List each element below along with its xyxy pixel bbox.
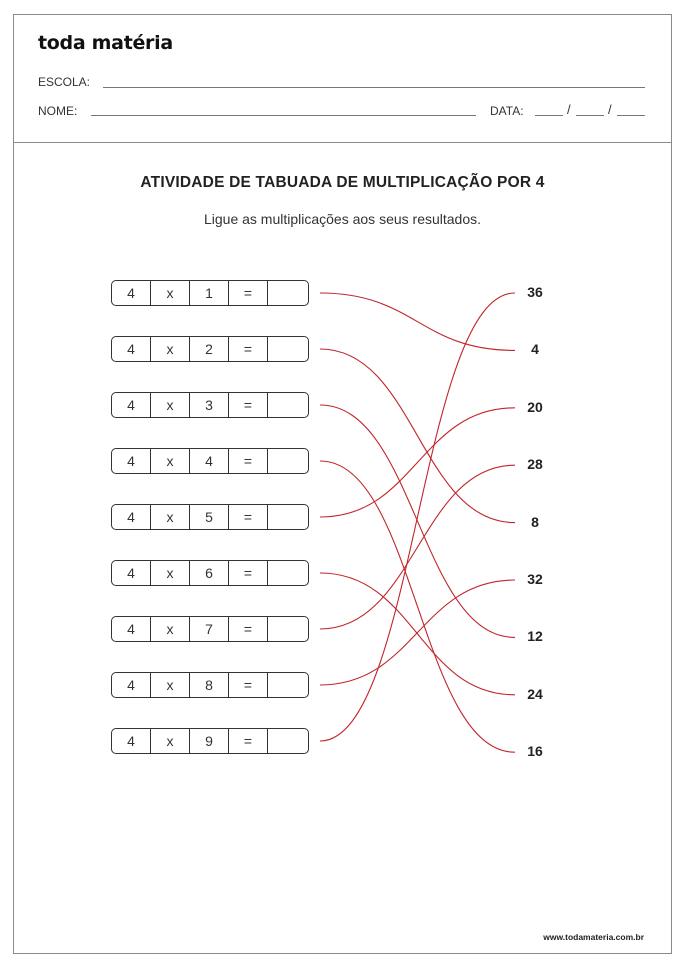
equation-row	[111, 672, 309, 698]
name-label: NOME:	[38, 104, 78, 118]
connection-line	[320, 461, 515, 752]
factor-b-cell: 3	[190, 393, 229, 417]
equals-cell: =	[229, 617, 268, 641]
answer-box[interactable]	[268, 617, 308, 641]
operator-cell: x	[151, 449, 190, 473]
answer-box[interactable]	[268, 393, 308, 417]
answer-box[interactable]	[268, 561, 308, 585]
answer-box[interactable]	[268, 505, 308, 529]
operator-cell: x	[151, 337, 190, 361]
equation-row	[111, 336, 309, 362]
factor-b-cell: 9	[190, 729, 229, 753]
result-value[interactable]: 4	[531, 341, 539, 358]
school-label: ESCOLA:	[38, 75, 91, 89]
factor-b-cell: 7	[190, 617, 229, 641]
answer-box[interactable]	[268, 281, 308, 305]
answer-box[interactable]	[268, 673, 308, 697]
factor-a-cell: 4	[112, 337, 151, 361]
brand-logo: toda matéria	[38, 32, 173, 54]
equals-cell: =	[229, 561, 268, 585]
result-value[interactable]: 36	[527, 284, 543, 300]
factor-b-cell: 4	[190, 449, 229, 473]
result-value[interactable]: 16	[527, 743, 543, 760]
result-value[interactable]: 20	[527, 398, 543, 415]
date-separator-1: /	[567, 102, 571, 117]
equals-cell: =	[229, 393, 268, 417]
equals-cell: =	[229, 505, 268, 529]
connection-line	[320, 573, 515, 695]
result-value[interactable]: 28	[527, 456, 543, 473]
result-value[interactable]: 24	[527, 685, 543, 702]
factor-b-cell: 6	[190, 561, 229, 585]
date-separator-2: /	[608, 102, 612, 117]
result-value[interactable]: 32	[527, 571, 543, 587]
equation-row	[111, 392, 309, 418]
operator-cell: x	[151, 617, 190, 641]
equals-cell: =	[229, 673, 268, 697]
factor-a-cell: 4	[112, 281, 151, 305]
factor-a-cell: 4	[112, 561, 151, 585]
operator-cell: x	[151, 673, 190, 697]
date-label: DATA:	[490, 104, 524, 118]
worksheet-instructions: Ligue as multiplicações aos seus resultados.	[203, 211, 482, 227]
operator-cell: x	[151, 393, 190, 417]
operator-cell: x	[151, 505, 190, 529]
connection-line	[320, 293, 515, 350]
connection-line	[320, 293, 515, 741]
website-footer: www.todamateria.com.br	[543, 932, 644, 942]
equals-cell: =	[229, 729, 268, 753]
result-value[interactable]: 12	[527, 628, 543, 645]
factor-a-cell: 4	[112, 449, 151, 473]
factor-a-cell: 4	[112, 617, 151, 641]
worksheet-title: ATIVIDADE DE TABUADA DE MULTIPLICAÇÃO POR 4	[140, 174, 545, 191]
operator-cell: x	[151, 561, 190, 585]
result-value[interactable]: 8	[531, 513, 539, 530]
equation-row	[111, 560, 309, 586]
connection-line	[320, 465, 515, 629]
equals-cell: =	[229, 337, 268, 361]
equation-row	[111, 280, 309, 306]
factor-b-cell: 5	[190, 505, 229, 529]
factor-b-cell: 8	[190, 673, 229, 697]
answer-box[interactable]	[268, 449, 308, 473]
factor-b-cell: 2	[190, 337, 229, 361]
connection-line	[320, 408, 515, 517]
answer-box[interactable]	[268, 337, 308, 361]
factor-b-cell: 1	[190, 281, 229, 305]
equation-row	[111, 728, 309, 754]
connection-line	[320, 349, 515, 523]
equation-row	[111, 616, 309, 642]
factor-a-cell: 4	[112, 673, 151, 697]
equation-row	[111, 448, 309, 474]
factor-a-cell: 4	[112, 505, 151, 529]
connection-line	[320, 405, 515, 637]
equals-cell: =	[229, 449, 268, 473]
operator-cell: x	[151, 729, 190, 753]
equals-cell: =	[229, 281, 268, 305]
factor-a-cell: 4	[112, 729, 151, 753]
operator-cell: x	[151, 281, 190, 305]
answer-box[interactable]	[268, 729, 308, 753]
factor-a-cell: 4	[112, 393, 151, 417]
equation-row	[111, 504, 309, 530]
connection-line	[320, 580, 515, 685]
